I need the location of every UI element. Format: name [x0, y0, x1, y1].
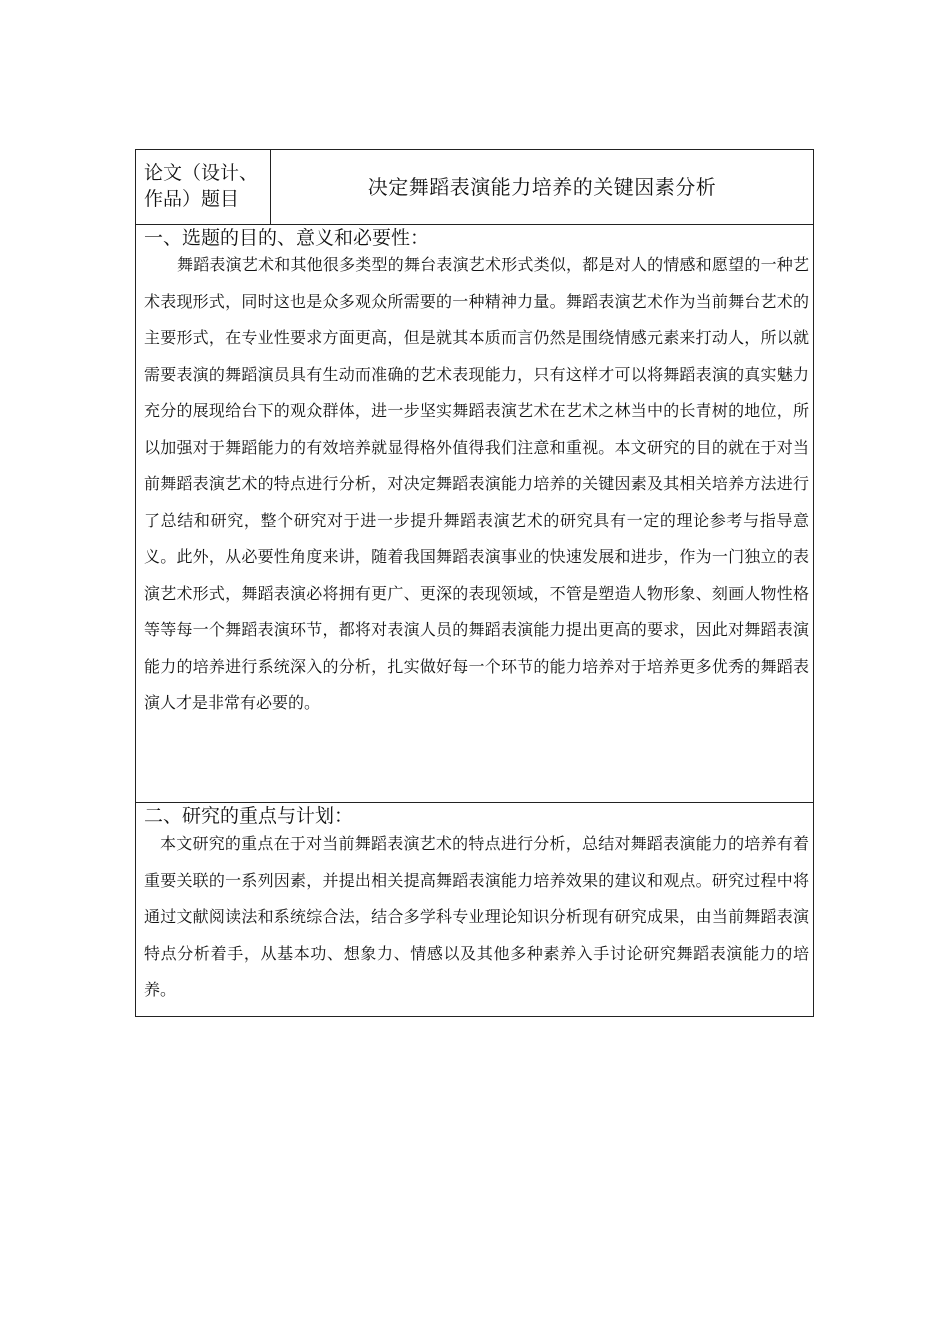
- section-plan-heading: 二、研究的重点与计划：: [144, 805, 354, 827]
- title-label-line2: 作品）题目: [144, 188, 240, 210]
- proposal-form-table: [135, 149, 814, 1017]
- section-plan: [136, 803, 813, 1016]
- section-purpose-body: 舞蹈表演艺术和其他很多类型的舞台表演艺术形式类似，都是对人的情感和愿望的一种艺术表现形式，同时这也是众多观众所需要的一种精神力量。舞蹈表演艺术作为当前舞台艺术的主要形式，在专业性要求方面更高，但是就其本质而言仍然是围绕情感元素来打动人，所以就需要表演的舞蹈演员具有生动而准确的艺术表现能力，只有这样才可以将舞蹈表演的真实魅力充分的展现给台下的观众群体，进一步坚实舞蹈表演艺术在艺术之林当中的长青树的地位，所以加强对于舞蹈能力的有效培养就显得格外值得我们注意和重视。本文研究的目的就在于对当前舞蹈表演艺术的特点进行分析，对决定舞蹈表演能力培养的关键因素及其相关培养方法进行了总结和研究，整个研究对于进一步提升舞蹈表演艺术的研究具有一定的理论参考与指导意义。此外，从必要性角度来讲，随着我国舞蹈表演事业的快速发展和进步，作为一门独立的表演艺术形式，舞蹈表演必将拥有更广、更深的表现领域，不管是塑造人物形象、刻画人物性格等等每一个舞蹈表演环节，都将对表演人员的舞蹈表演能力提出更高的要求，因此对舞蹈表演能力的培养进行系统深入的分析，扎实做好每一个环节的能力培养对于培养更多优秀的舞蹈表演人才是非常有必要的。: [144, 255, 809, 712]
- section-purpose-heading: 一、选题的目的、意义和必要性：: [144, 227, 430, 249]
- section-plan-body: 本文研究的重点在于对当前舞蹈表演艺术的特点进行分析，总结对舞蹈表演能力的培养有着重要关联的一系列因素，并提出相关提高舞蹈表演能力培养效果的建议和观点。研究过程中将通过文献阅读法和系统综合法，结合多学科专业理论知识分析现有研究成果，由当前舞蹈表演特点分析着手，从基本功、想象力、情感以及其他多种素养入手讨论研究舞蹈表演能力的培养。: [144, 834, 809, 999]
- title-label-line1: 论文（设计、: [144, 162, 259, 184]
- title-row: [136, 150, 813, 225]
- section-purpose: [136, 225, 813, 803]
- title-label: [136, 150, 271, 224]
- thesis-title: 决定舞蹈表演能力培养的关键因素分析: [367, 175, 717, 199]
